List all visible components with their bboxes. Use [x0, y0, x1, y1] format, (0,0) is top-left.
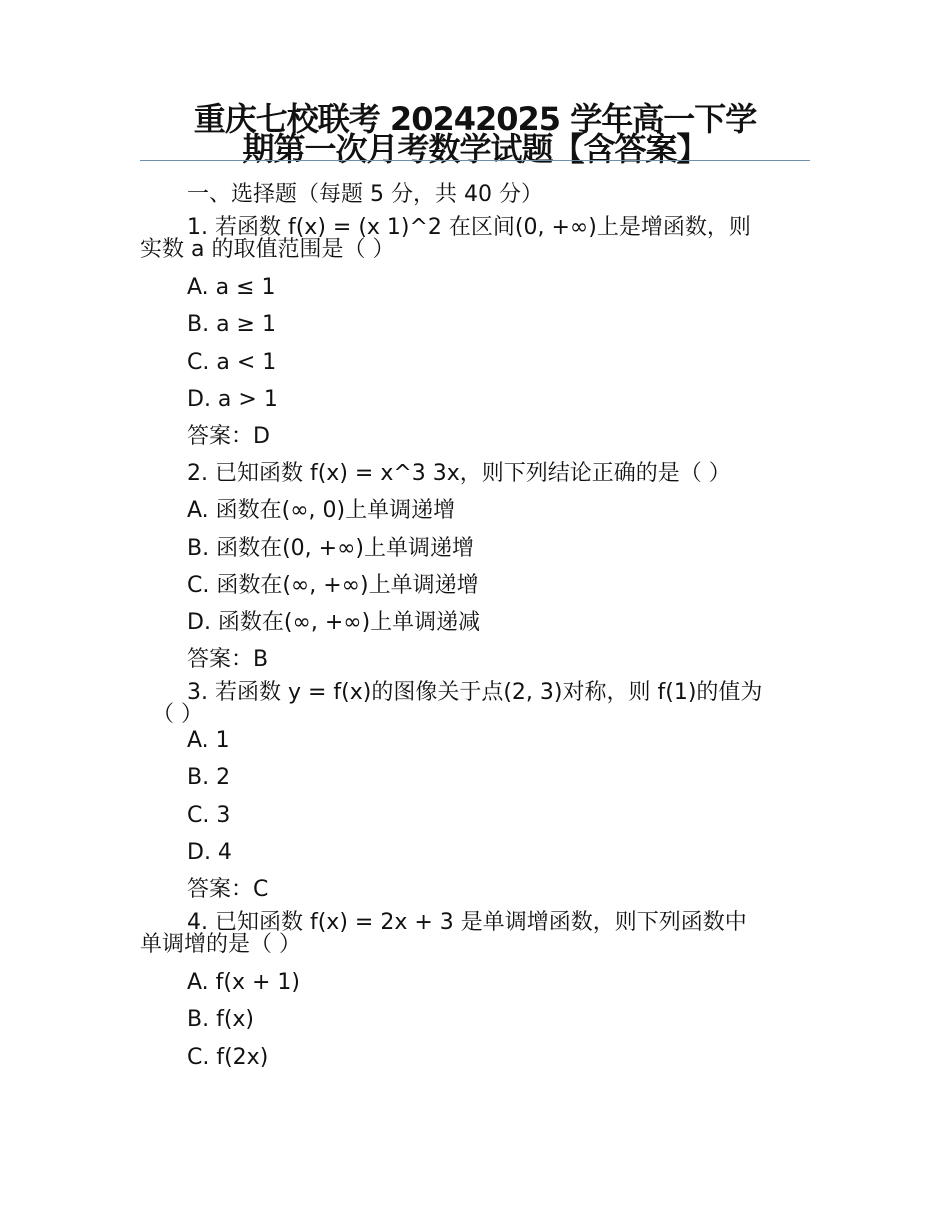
question-3-stem — [140, 680, 810, 728]
question-4-option-a: A. f(x + 1) — [187, 970, 300, 996]
question-3-option-b: B. 2 — [187, 765, 231, 791]
question-3-stem-line-2: （ ） — [152, 702, 203, 728]
question-1-option-d: D. a > 1 — [187, 386, 278, 412]
title-underline — [140, 160, 810, 161]
question-3-option-c: C. 3 — [187, 802, 231, 828]
question-2-option-a: A. 函数在(∞, 0)上单调递增 — [187, 498, 456, 524]
question-3-answer: 答案：C — [187, 877, 269, 902]
question-3-option-d: D. 4 — [187, 839, 232, 865]
question-1-option-a: A. a ≤ 1 — [187, 275, 276, 301]
question-4-stem — [140, 910, 810, 966]
question-2-option-b: B. 函数在(0, +∞)上单调递增 — [187, 535, 474, 561]
document-body — [140, 178, 810, 1078]
question-2-stem: 2. 已知函数 f(x) = x^3 3x，则下列结论正确的是（ ） — [187, 461, 731, 487]
title-line-1: 重庆七校联考 20242025 学年高一下学 — [193, 100, 757, 138]
question-1-option-c: C. a < 1 — [187, 349, 277, 375]
question-4-stem-line-2: 单调增的是（ ） — [140, 932, 301, 958]
question-4-option-b: B. f(x) — [187, 1007, 255, 1033]
question-1-stem-line-1: 1. 若函数 f(x) = (x 1)^2 在区间(0, +∞)上是增函数，则 — [187, 215, 751, 241]
title-line-2: 期第一次月考数学试题【含答案】 — [242, 130, 708, 168]
question-1-answer: 答案：D — [187, 423, 270, 449]
question-1-stem-line-2: 实数 a 的取值范围是（ ） — [140, 237, 395, 263]
question-2-answer: 答案：B — [187, 647, 269, 673]
question-4-stem-line-1: 4. 已知函数 f(x) = 2x + 3 是单调增函数，则下列函数中 — [187, 910, 747, 936]
section-heading: 一、选择题（每题 5 分，共 40 分） — [187, 182, 543, 207]
question-4-option-c: C. f(2x) — [187, 1044, 269, 1070]
question-3-option-a: A. 1 — [187, 728, 230, 754]
question-1-option-b: B. a ≥ 1 — [187, 312, 276, 338]
document-title — [140, 100, 810, 168]
question-1-stem — [140, 215, 810, 271]
question-2-option-c: C. 函数在(∞, +∞)上单调递增 — [187, 572, 479, 598]
question-2-option-d: D. 函数在(∞, +∞)上单调递减 — [187, 609, 481, 635]
question-3-stem-line-1: 3. 若函数 y = f(x)的图像关于点(2, 3)对称，则 f(1)的值为 — [187, 680, 763, 706]
